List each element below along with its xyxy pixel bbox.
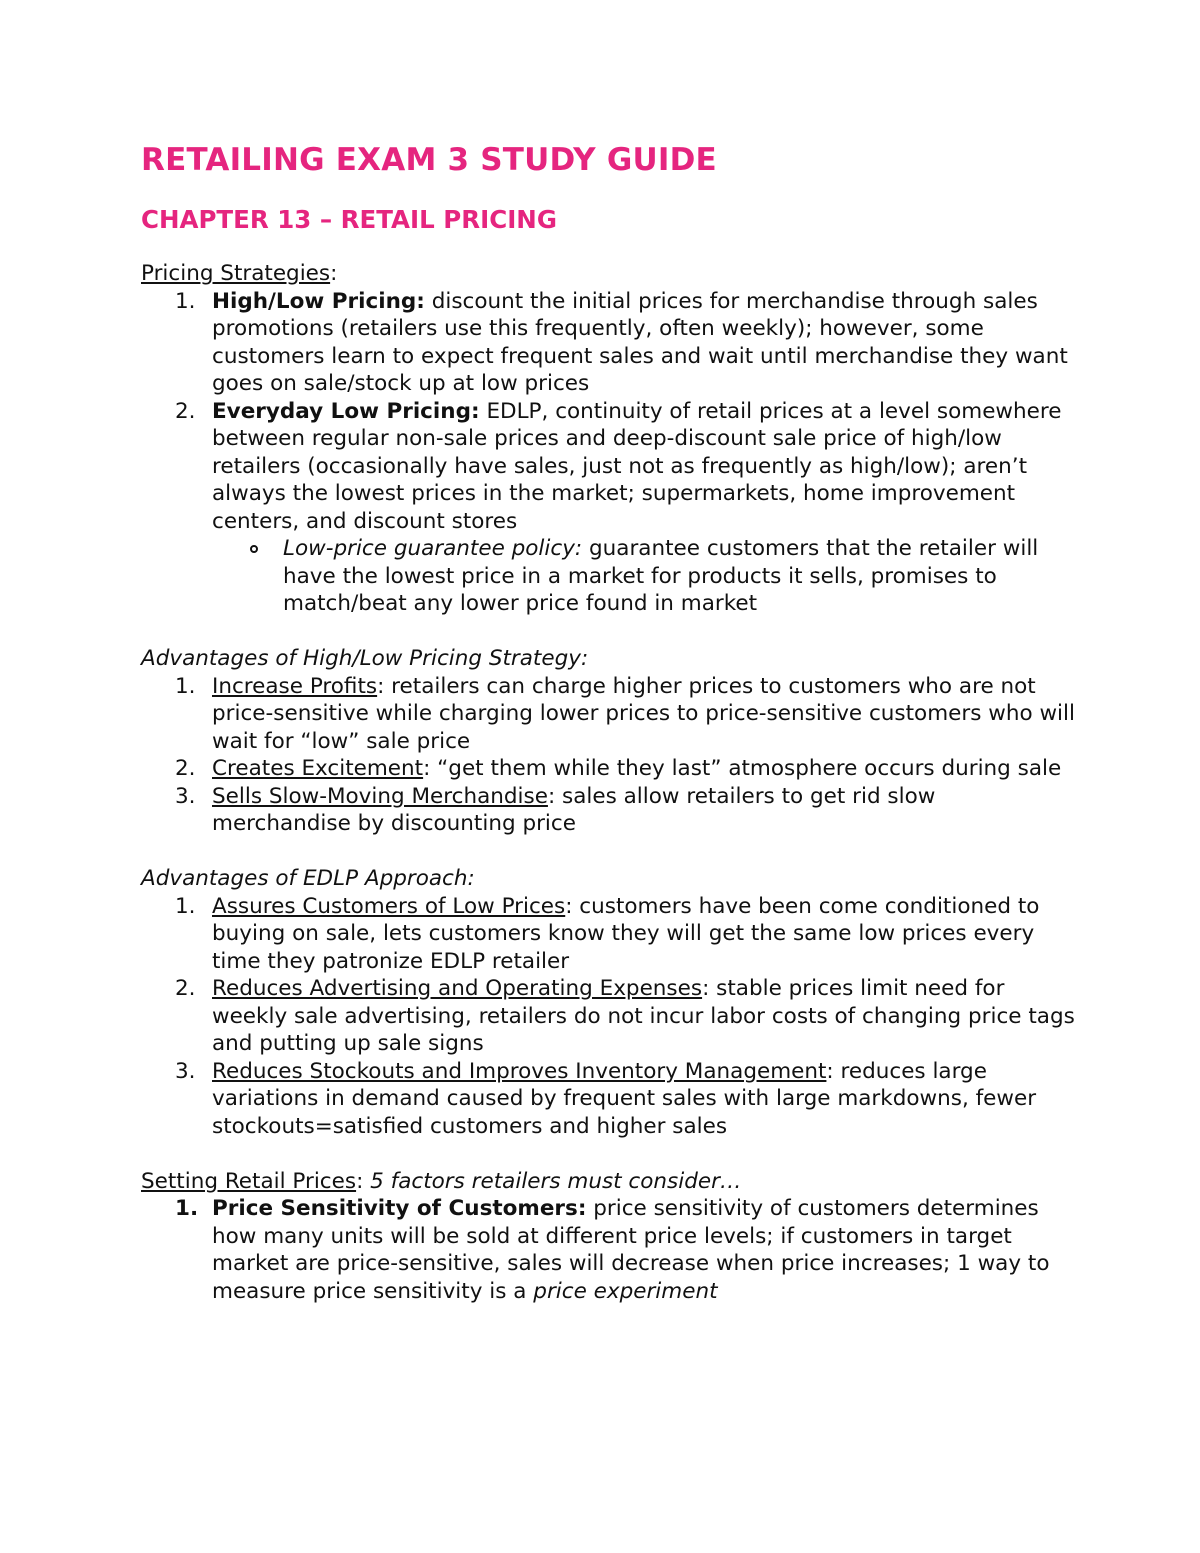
item-number: 1. xyxy=(175,673,196,699)
list-item xyxy=(141,673,1080,756)
item-text: : reduces large variations in demand caused by frequent sales with large markdowns, fewer stockouts=satisfied customers and higher sales xyxy=(212,1058,1037,1139)
list-item xyxy=(141,893,1080,976)
edlp-advantages-heading: Advantages of EDLP Approach: xyxy=(141,866,475,891)
item-number: 2. xyxy=(175,976,196,1001)
item-text: : customers have been come conditioned to buying on sale, lets customers know they will get the same low prices every time they patronize EDLP retailer xyxy=(212,893,1040,974)
setting-prices-list xyxy=(141,1195,1080,1305)
item-number: 2. xyxy=(175,756,196,781)
item-number: 1. xyxy=(175,893,196,919)
item-number: 2. xyxy=(175,398,196,424)
item-term: Creates Excitement xyxy=(212,756,424,781)
chapter-title: CHAPTER 13 – RETAIL PRICING xyxy=(141,205,557,234)
list-item xyxy=(141,398,1080,618)
sub-item-term: Low-price guarantee policy: xyxy=(283,536,583,561)
item-number: 3. xyxy=(175,1058,196,1084)
setting-prices-heading: Setting Retail Prices: 5 factors retailers must consider… xyxy=(141,1168,742,1194)
sub-item-text: guarantee customers that the retailer will have the lowest price in a market for products it sells, promises to match/beat any lower price found in market xyxy=(283,536,1039,616)
high-low-advantages-heading: Advantages of High/Low Pricing Strategy: xyxy=(141,646,589,671)
item-term: Increase Profits xyxy=(212,673,378,699)
item-text: price sensitivity of customers determines how many units will be sold at different price levels; if customers in target market are price-sensitive, sales will decrease when price increases; 1 way to measure price sensitivity is a xyxy=(212,1196,1050,1304)
item-number: 1. xyxy=(175,1196,199,1221)
list-item xyxy=(141,975,1080,1058)
item-term: Sells Slow-Moving Merchandise xyxy=(212,783,548,809)
item-term: Everyday Low Pricing: xyxy=(212,398,480,424)
item-emphasis: price experiment xyxy=(533,1278,718,1304)
hollow-circle-bullet-icon xyxy=(250,545,258,553)
item-term: Assures Customers of Low Prices xyxy=(212,893,566,919)
sub-list-item xyxy=(212,535,1080,618)
item-term: Reduces Advertising and Operating Expenses xyxy=(212,976,703,1001)
item-term: High/Low Pricing: xyxy=(212,288,425,314)
item-number: 3. xyxy=(175,783,196,809)
item-text: EDLP, continuity of retail prices at a level somewhere between regular non-sale prices and deep-discount sale price of high/low retailers (occasionally have sales, just not as frequently as high/low); aren’t always the lowest prices in the market; supermarkets, home improvement centers, and discount stores xyxy=(212,398,1062,534)
edlp-advantages-list xyxy=(141,893,1080,1141)
list-item xyxy=(141,288,1080,398)
item-text: discount the initial prices for merchandise through sales promotions (retailers use this frequently, often weekly); however, some customers learn to expect frequent sales and wait until merchandise they want goes on sale/stock up at low prices xyxy=(212,288,1068,396)
document-title: RETAILING EXAM 3 STUDY GUIDE xyxy=(141,142,717,178)
item-text: : stable prices limit need for weekly sale advertising, retailers do not incur labor costs of changing price tags and putting up sale signs xyxy=(212,976,1075,1056)
item-number: 1. xyxy=(175,288,196,314)
item-text: : retailers can charge higher prices to customers who are not price-sensitive while charging lower prices to price-sensitive customers who will wait for “low” sale price xyxy=(212,673,1075,754)
high-low-advantages-list xyxy=(141,673,1080,838)
sub-list xyxy=(212,535,1080,618)
item-term: Reduces Stockouts and Improves Inventory Management xyxy=(212,1058,827,1084)
list-item xyxy=(141,755,1080,783)
item-text: : sales allow retailers to get rid slow merchandise by discounting price xyxy=(212,783,936,836)
list-item xyxy=(141,783,1080,838)
pricing-strategies-list xyxy=(141,288,1080,618)
list-item xyxy=(141,1195,1080,1305)
pricing-strategies-heading: Pricing Strategies: xyxy=(141,261,338,286)
item-text: : “get them while they last” atmosphere occurs during sale xyxy=(423,756,1062,781)
list-item xyxy=(141,1058,1080,1141)
item-term: Price Sensitivity of Customers: xyxy=(212,1196,587,1221)
